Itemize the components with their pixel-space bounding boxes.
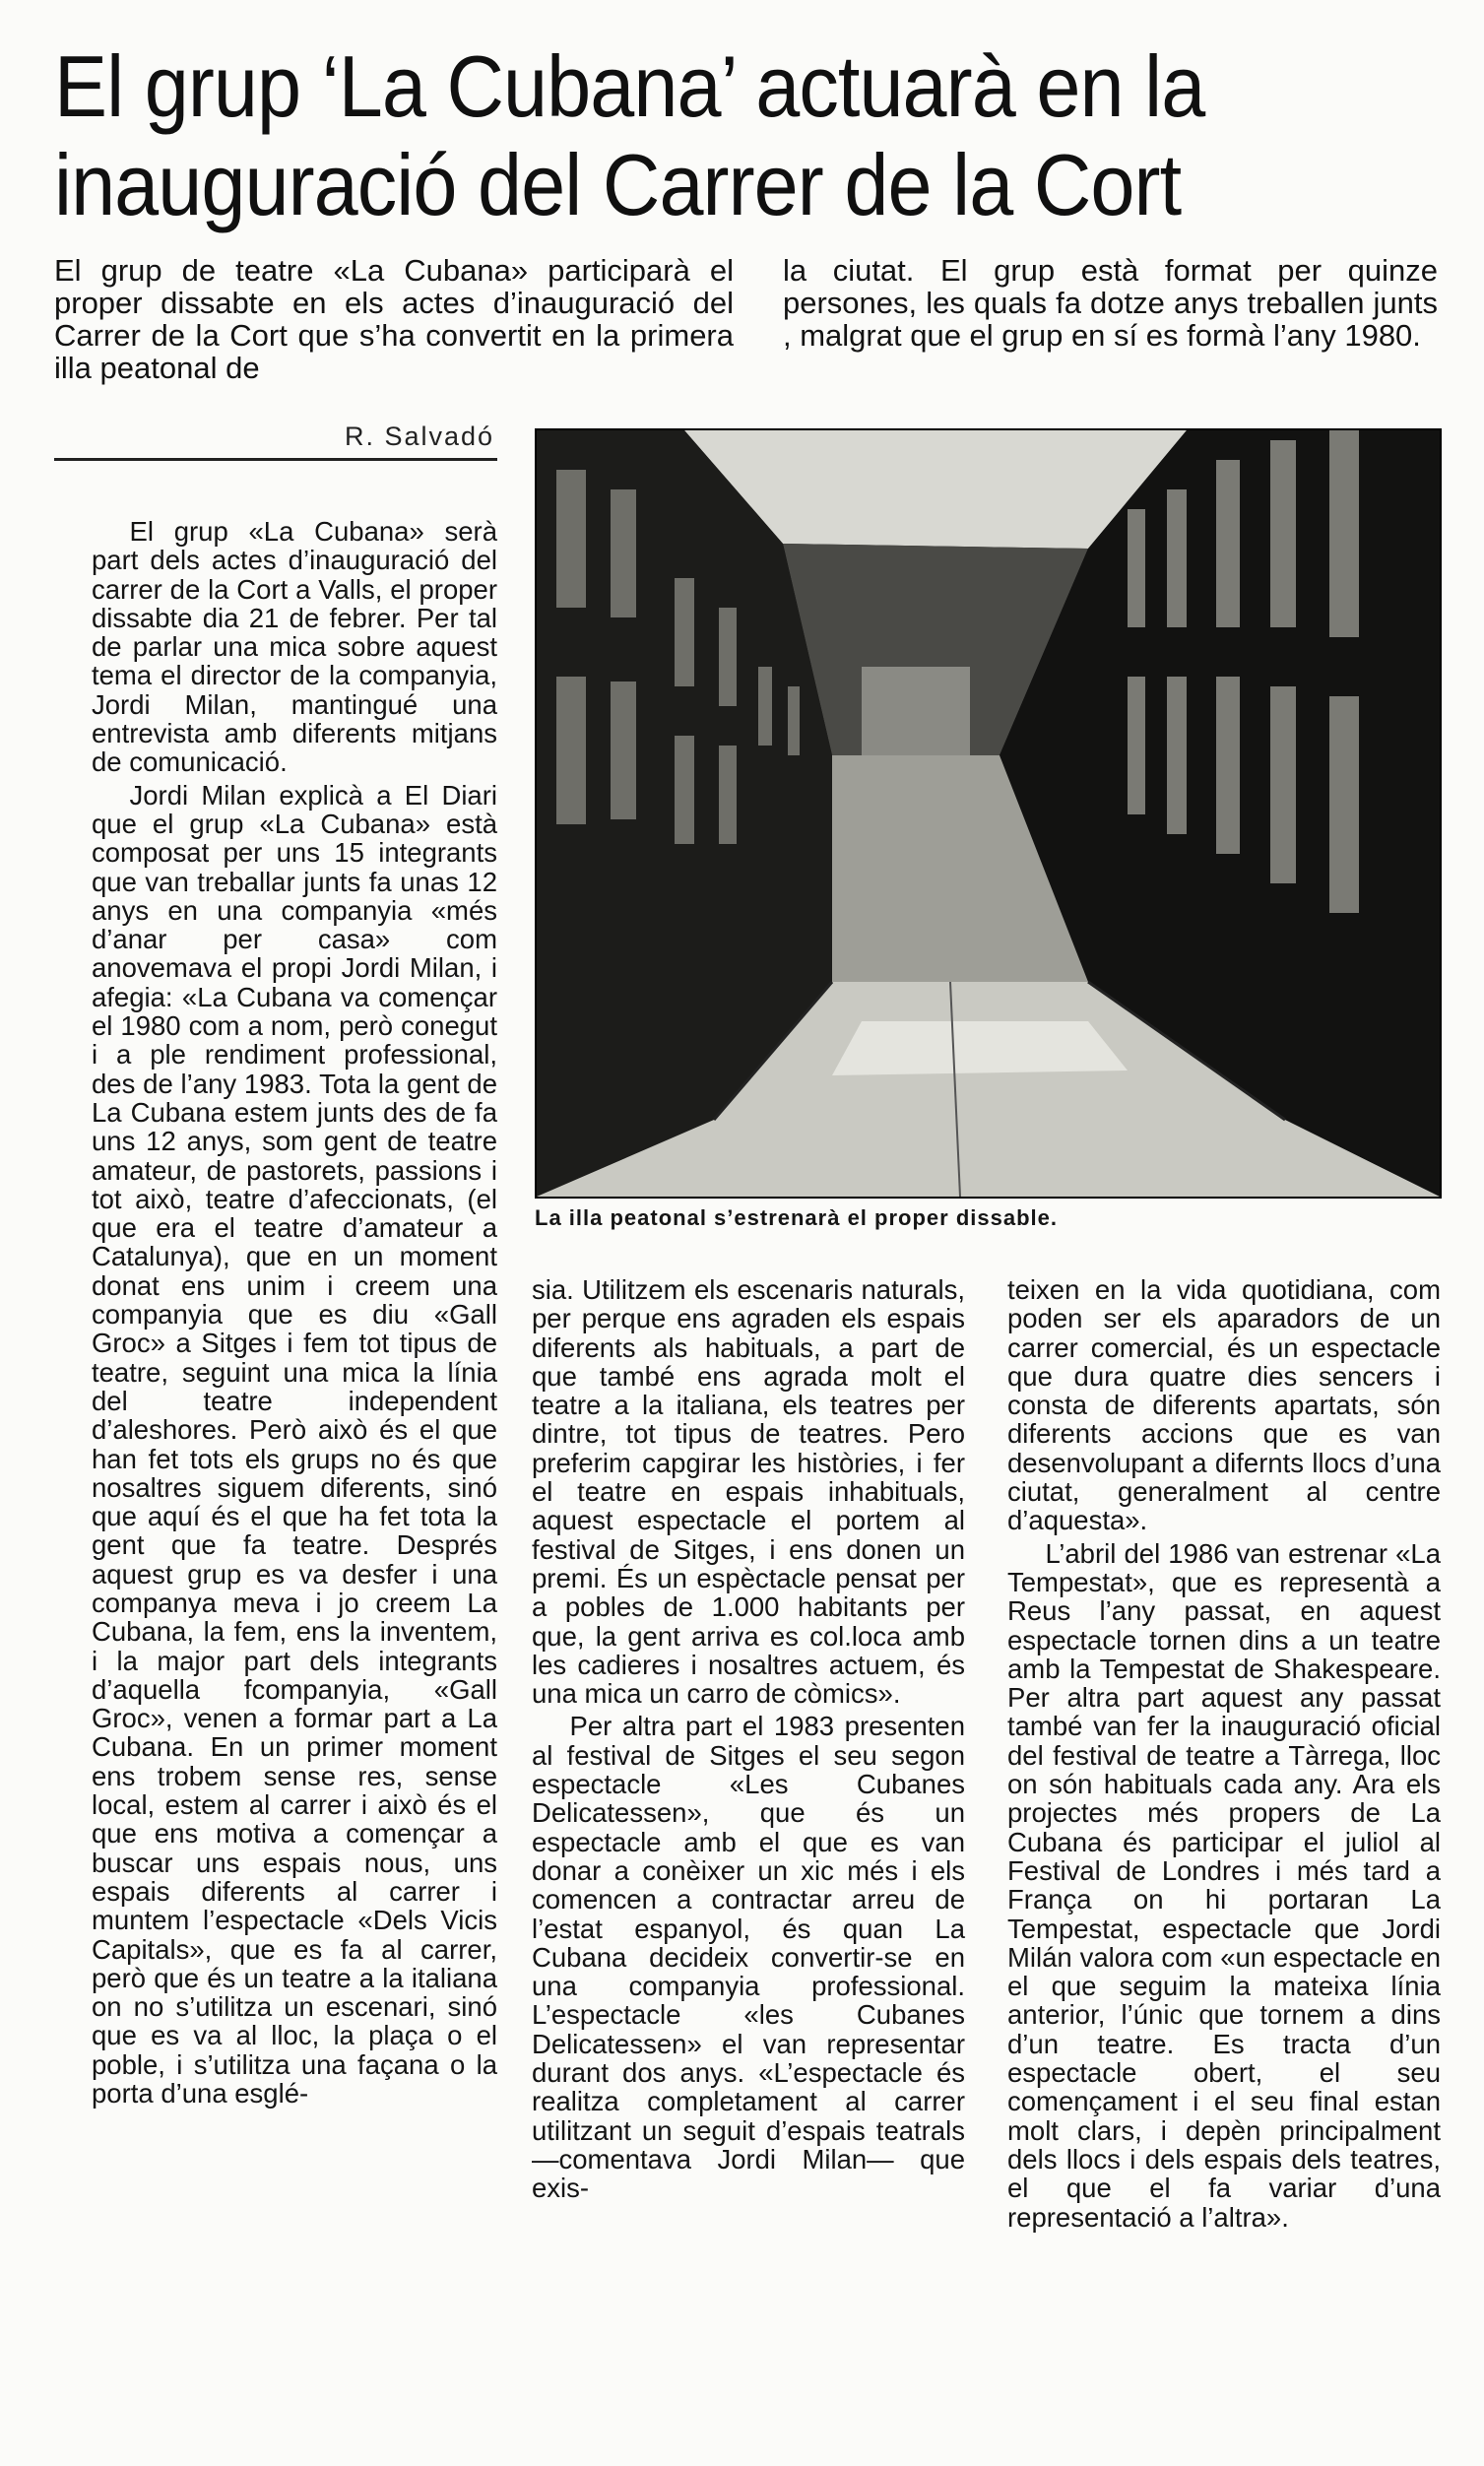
paragraph: El grup «La Cubana» serà part dels actes d’inauguració del carrer de la Cort a Valls, el proper dissabte dia 21 de febrer. Per tal de parlar una mica sobre aquest tema el director de la companyia, Jordi Milan, mantingué una entrevista amb diferents mitjans de comunicació. <box>92 516 497 778</box>
street-photo-image <box>537 430 1440 1197</box>
paragraph: sia. Utilitzem els escenaris naturals, per perque ens agraden els espais diferents als habituals, a part de que també ens agrada molt el teatre a la italiana, els teatres per dintre, tot tipus de teatres. Pero preferim capgirar les històries, i fer el teatre en espais inhabituals, aquest espectacle el portem al festival de Sitges, i ens donen un premi. És un espèctacle pensat per a pobles de 1.000 habitants per que, la gent arriva es col.loca amb les cadieres i nosaltres actuem, és una mica un carro de còmics». <box>532 1274 965 1710</box>
byline-rule <box>54 458 497 461</box>
article-column-2 <box>532 1275 965 2203</box>
paragraph: Per altra part el 1983 presenten al festival de Sitges el seu segon espectacle «Les Cubanes Delicatessen», que és un espectacle amb el que es van donar a conèixer un xic més i els comencen a contractar arreu de l’estat espanyol, és quan La Cubana decideix convertir-se en una companyia professional. L’espectacle «les Cubanes Delicatessen» el van representar durant dos anys. «L’espectacle és realitza completament al carrer utilitzant un seguit d’espais teatrals —comentava Jordi Milan— que exis- <box>532 1711 965 2204</box>
photo-caption: La illa peatonal s’estrenarà el proper dissable. <box>535 1205 1058 1230</box>
byline: R. Salvadó <box>345 422 495 451</box>
headline: El grup ‘La Cubana’ actuarà en la inauguració del Carrer de la Cort <box>54 37 1205 233</box>
lead-paragraph-right: la ciutat. El grup està format per quinze persones, les quals fa dotze anys treballen junts , malgrat que el grup en sí es formà l’any 1980. <box>783 253 1438 353</box>
paragraph: teixen en la vida quotidiana, com poden ser els aparadors de un carrer comercial, és un espectacle que dura quatre dies sencers i consta de diferents apartats, són diferents accions que es van desenvolupant a difernts llocs d’una ciutat, generalment al centre d’aquesta». <box>1007 1274 1441 1536</box>
article-column-1 <box>92 517 497 2108</box>
paragraph: L’abril del 1986 van estrenar «La Tempestat», que es representà a Reus l’any passat, en aquest espectacle tornen dins a un teatre amb la Tempestat de Shakespeare. Per altra part aquest any passat també van fer la inauguració oficial del festival de teatre a Tàrrega, lloc on són habituals cada any. Ara els projectes més propers de La Cubana és participar el juliol al Festival de Londres i més tard a França on hi portaran La Tempestat, espectacle que Jordi Milán valora com «un espectacle en el que seguim la mateixa línia anterior, l’únic que tornem a dins d’un teatre. Es tracta d’un espectacle obert, el seu començament i el seu final estan molt clars, i depèn principalment dels llocs i dels espais dels teatres, el que el fa variar d’una representació a l’altra». <box>1007 1537 1441 2233</box>
lead-paragraph-left: El grup de teatre «La Cubana» participarà el proper dissabte en els actes d’inauguració del Carrer de la Cort que s’ha convertit en la primera illa peatonal de <box>54 253 734 385</box>
street-photo <box>535 428 1442 1199</box>
paragraph: Jordi Milan explicà a El Diari que el grup «La Cubana» està composat per uns 15 integrants que van treballar junts fa unas 12 anys en una companyia «més d’anar per casa» com anovemava el propi Jordi Milan, i afegia: «La Cubana va començar el 1980 com a nom, però conegut i a ple rendiment professional, des de l’any 1983. Tota la gent de La Cubana estem junts des de fa uns 12 anys, som gent de teatre amateur, de pastorets, passions i tot això, teatre d’afeccionats, (el que era el teatre d’amateur a Catalunya), que en un moment donat ens unim i creem una companyia que es diu «Gall Groc» a Sitges i fem tot tipus de teatre, seguint una mica la línia del teatre independent d’aleshores. Però això és el que han fet tots els grups no és que nosaltres siguem diferents, sinó que aquí és el que ha fet tota la gent que fa teatre. Després aquest grup es va desfer i una companya meva i jo creem La Cubana, la fem, ens la inventem, i la major part dels integrants d’aquella fcompanyia, «Gall Groc», venen a formar part a La Cubana. En un primer moment ens trobem sense res, sense local, estem al carrer i això és el que ens motiva a començar a buscar uns espais nous, uns espais diferents al carrer i muntem l’espectacle «Dels Vicis Capitals», que es fa al carrer, però que és un teatre a la italiana on no s’utilitza un escenari, sinó que es va al lloc, la plaça o el poble, i s’utilitza una façana o la porta d’una esglé- <box>92 779 497 2109</box>
article-column-3 <box>1007 1275 1441 2232</box>
